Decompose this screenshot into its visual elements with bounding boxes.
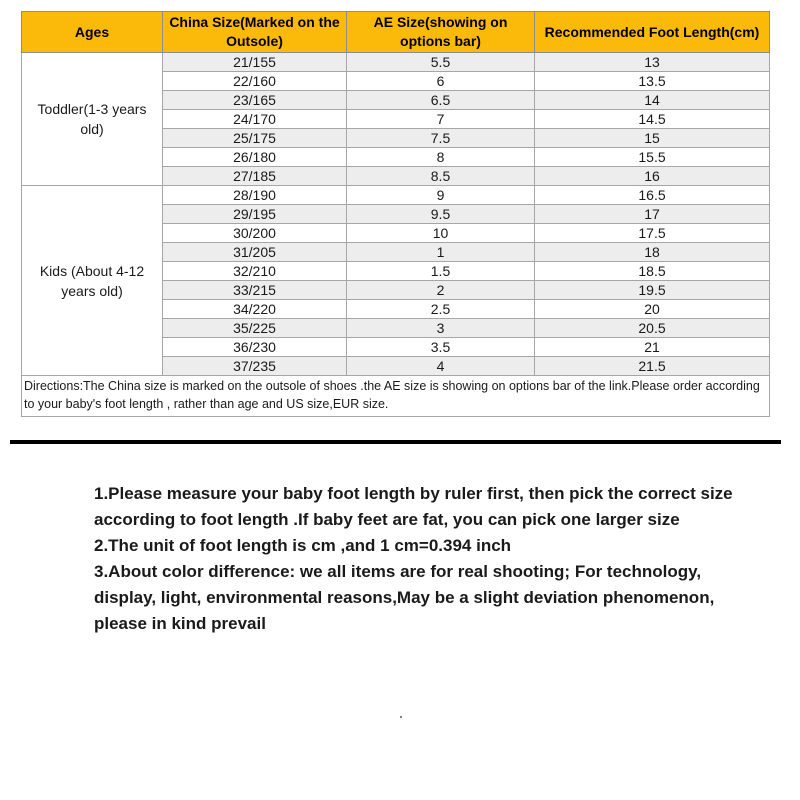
china-size-cell: 37/235 — [163, 357, 347, 376]
china-size-cell: 36/230 — [163, 338, 347, 357]
china-size-cell: 23/165 — [163, 91, 347, 110]
directions-note: Directions:The China size is marked on the outsole of shoes .the AE size is showing on options bar of the link.Please order according to your baby's foot length , rather than age and US size,EUR size. — [22, 376, 770, 417]
foot-length-cell: 15 — [535, 129, 770, 148]
foot-length-cell: 16.5 — [535, 186, 770, 205]
china-size-cell: 29/195 — [163, 205, 347, 224]
table-row — [22, 53, 770, 72]
foot-length-cell: 18.5 — [535, 262, 770, 281]
age-group-label: Toddler(1-3 years old) — [22, 53, 163, 186]
ae-size-cell: 3.5 — [347, 338, 535, 357]
ae-size-cell: 8.5 — [347, 167, 535, 186]
china-size-cell: 31/205 — [163, 243, 347, 262]
china-size-cell: 26/180 — [163, 148, 347, 167]
ae-size-cell: 2 — [347, 281, 535, 300]
instruction-1: 1.Please measure your baby foot length by ruler first, then pick the correct size according to foot length .If baby feet are fat, you can pick one larger size — [94, 484, 733, 529]
foot-length-cell: 14.5 — [535, 110, 770, 129]
ae-size-cell: 6 — [347, 72, 535, 91]
foot-length-cell: 21 — [535, 338, 770, 357]
ae-size-cell: 2.5 — [347, 300, 535, 319]
age-group-label: Kids (About 4-12 years old) — [22, 186, 163, 376]
china-size-cell: 30/200 — [163, 224, 347, 243]
ae-size-cell: 3 — [347, 319, 535, 338]
foot-length-cell: 13 — [535, 53, 770, 72]
instruction-3: 3.About color difference: we all items are for real shooting; For technology, display, light, environmental reasons,May be a slight deviation phenomenon, please in kind prevail — [94, 562, 715, 633]
china-size-cell: 25/175 — [163, 129, 347, 148]
ae-size-cell: 9 — [347, 186, 535, 205]
ae-size-cell: 9.5 — [347, 205, 535, 224]
header-foot-length: Recommended Foot Length(cm) — [535, 12, 770, 53]
china-size-cell: 32/210 — [163, 262, 347, 281]
ae-size-cell: 4 — [347, 357, 535, 376]
ae-size-cell: 5.5 — [347, 53, 535, 72]
foot-length-cell: 17.5 — [535, 224, 770, 243]
foot-length-cell: 18 — [535, 243, 770, 262]
china-size-cell: 21/155 — [163, 53, 347, 72]
stray-dot — [400, 716, 402, 718]
foot-length-cell: 15.5 — [535, 148, 770, 167]
header-ae-size: AE Size(showing on options bar) — [347, 12, 535, 53]
china-size-cell: 27/185 — [163, 167, 347, 186]
foot-length-cell: 13.5 — [535, 72, 770, 91]
divider-line — [10, 440, 781, 444]
china-size-cell: 33/215 — [163, 281, 347, 300]
foot-length-cell: 20.5 — [535, 319, 770, 338]
ae-size-cell: 7 — [347, 110, 535, 129]
china-size-cell: 35/225 — [163, 319, 347, 338]
ae-size-cell: 8 — [347, 148, 535, 167]
instruction-2: 2.The unit of foot length is cm ,and 1 cm=0.394 inch — [94, 536, 512, 555]
foot-length-cell: 17 — [535, 205, 770, 224]
ae-size-cell: 10 — [347, 224, 535, 243]
foot-length-cell: 21.5 — [535, 357, 770, 376]
foot-length-cell: 16 — [535, 167, 770, 186]
china-size-cell: 22/160 — [163, 72, 347, 91]
ae-size-cell: 7.5 — [347, 129, 535, 148]
header-ages: Ages — [22, 12, 163, 53]
ae-size-cell: 6.5 — [347, 91, 535, 110]
instructions-block — [94, 481, 734, 637]
header-china-size: China Size(Marked on the Outsole) — [163, 12, 347, 53]
ae-size-cell: 1 — [347, 243, 535, 262]
china-size-cell: 28/190 — [163, 186, 347, 205]
china-size-cell: 24/170 — [163, 110, 347, 129]
ae-size-cell: 1.5 — [347, 262, 535, 281]
table-row — [22, 186, 770, 205]
table-header-row — [22, 12, 770, 53]
table-note-row — [22, 376, 770, 417]
foot-length-cell: 20 — [535, 300, 770, 319]
foot-length-cell: 19.5 — [535, 281, 770, 300]
china-size-cell: 34/220 — [163, 300, 347, 319]
size-chart-table — [21, 11, 770, 417]
foot-length-cell: 14 — [535, 91, 770, 110]
size-table-body — [22, 53, 770, 376]
